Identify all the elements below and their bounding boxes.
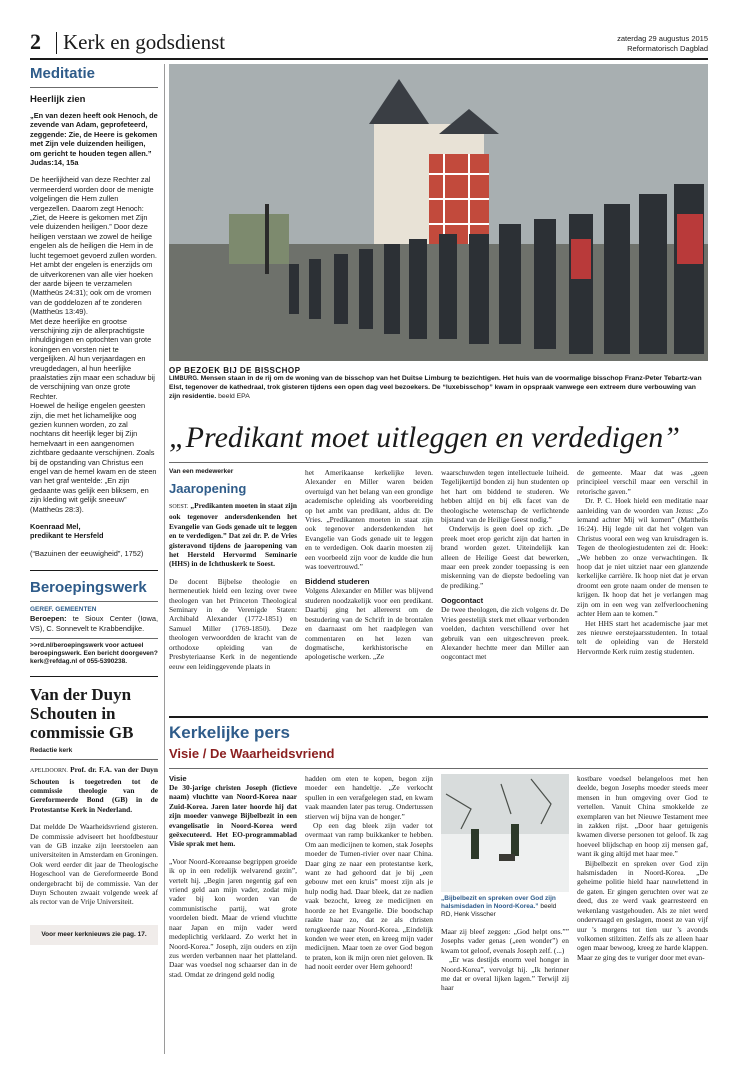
- kerkpers-c3-p2: „Er was destijds enorm veel honger in Noord-Korea”, vervolgt hij. „Ik herinner me dat er overal lijken lagen.” Terwijl zij haar: [441, 955, 569, 993]
- predikant-c3-p3: De twee theologen, die zich volgens dr. De Vries geestelijk sterk met elkaar verbonden voelden, dachten verschillend over het gebruik van een uitgeschreven preek. Alexander hechtte meer dan Miller aan oogcontact met: [441, 605, 569, 662]
- kerkpers-top-rule: [169, 716, 708, 718]
- kerkpers-label: Kerkelijke pers: [169, 723, 290, 742]
- divider: [30, 570, 158, 571]
- predikant-c3-sub: Oogcontact: [441, 596, 484, 606]
- predikant-kicker: Jaaropening: [169, 481, 247, 496]
- meditatie-title: Heerlijk zien: [30, 94, 86, 105]
- page-number: 2: [30, 29, 41, 54]
- kerkpers-c3-p1: Maar zij bleef zeggen: „God helpt ons.”” Josephs vader genas („een wonder”) en kwam tot geloof, evenals Joseph zelf. (...): [441, 927, 569, 955]
- predikant-lead: [169, 501, 297, 569]
- kerkpers-col-1: [169, 774, 297, 979]
- meditatie-body-3: Hoewel de heilige engelen geesten zijn, die met het lichamelijke oog gezien kunnen worden, zo zal nochtans dit heerlijk leger bij Zijn hemelvaart in een aangenomen zichtbare gedaante verschijnen. Zoals bij de opstanding van Christus een engel van de hemel kwam en de steen van het graf wentelde: „En zijn gedaante was gelijk een bliksem, en zijn kleding wit gelijk sneeuw” (Mattheüs 28:3).: [30, 401, 157, 514]
- header-rule: [30, 58, 708, 60]
- photo-caption: [169, 366, 708, 401]
- van-der-duyn-headline: Van der Duyn Schouten in commissie GB: [30, 685, 134, 743]
- van-der-duyn-byline: Redactie kerk: [30, 747, 73, 755]
- photo-caption-title: OP BEZOEK BIJ DE BISSCHOP: [169, 366, 301, 375]
- divider: [30, 638, 158, 639]
- divider: [30, 759, 158, 760]
- divider: [30, 601, 158, 602]
- kerkpers-c4-p1: kostbare voedsel belangeloos met hen deelde, begon Josephs moeder steeds meer mensen in hun omgeving over God te vertellen. Vanuit China smokkelde ze exemplaren van het Nieuwe Testament mee in zakken rijst. „Door haar getuigenis kwamen diverse personen tot geloof. Ik zag hoeveel blijdschap en hoop zij mensen gaf, want ik ging altijd met haar mee.”: [577, 774, 708, 859]
- kerkpers-c2-p2: Op een dag bleek zijn vader tot overmaat van ramp buikkanker te hebben. Om aan medicijnen te komen, stak Josephs moeder de Tumen-rivier over naar China. Daar ging ze naar een protestantse kerk, want ze had gehoord dat je bij „een gebouw met een kruis” moest zijn als je hulp nodig had. Daar bleek, dat ze nadien vaak bezocht, kreeg ze medicijnen en hoorde ze het Evangelie. Die boodschap raakte haar zo, dat ze als christen terugkeerde naar Noord-Korea. „Eindelijk konden we weer eten, en kreeg mijn vader medicijnen. Maar toen ze over God begon te praten, kon ik mijn oren niet geloven. Ik had nooit eerder over Hem gehoord!: [305, 821, 433, 972]
- lead-place: APELDOORN.: [30, 768, 68, 775]
- beroepingswerk-entry: [30, 614, 158, 633]
- predikant-rule: [169, 462, 708, 463]
- divider: [30, 676, 158, 677]
- kerkpers-photo: [441, 774, 569, 892]
- van-der-duyn-lead: [30, 765, 158, 814]
- meditatie-quote-ref: Judas:14, 15a: [30, 158, 79, 168]
- photo-caption-body: [169, 375, 708, 401]
- more-news-box[interactable]: [30, 925, 158, 945]
- kerkpers-c1-p1: „Voor Noord-Koreaanse begrippen groeide ik op in een redelijk welvarend gezin”, vertelt hij. „Begin jaren negentig gaf een vriend geld aan mijn vader, zodat mijn vader bij kon worden van de communistische partij, wat grote voordelen biedt. Maar de vriend vluchtte naar Japan en mijn vader werd medeplichtig verklaard. Zo werkt het in Noord-Korea.” Joseph, zijn ouders en zijn zus werden verbannen naar het platteland. Daar was voedsel nog schaarser dan in de stad. Omdat ze dringend geld nodig: [169, 856, 297, 979]
- left-sidebar: [30, 64, 158, 945]
- kerkpers-subtitle: Visie / De Waarheidsvriend: [169, 746, 335, 761]
- beroepen-text: te Sioux Center (Iowa, VS), C. Sonnevelt te Krabbendijke.: [30, 614, 158, 633]
- meditatie-body-1: De heerlijkheid van deze Rechter zal vermeerderd worden door de menigte volgelingen die Hem zullen vergezellen. Daarom zegt Henoch: „Ziet, de Heere is gekomen met Zijn vele duizenden heiligen.” Door deze heiligen verstaan we zowel de heilige engelen als de heiligen die Hem in de lucht tegemoet gevoerd zullen worden. Het ambt der engelen is enerzijds om de uitverkorenen van alle vier hoeken der aarde bijeen te verzamelen (Mattheüs 24:31); ook om de vromen van de goddelozen af te zonderen (Mattheüs 13:49).: [30, 175, 157, 317]
- meditatie-author-role: predikant te Hersfeld: [30, 531, 104, 541]
- meditatie-body-2: Met deze heerlijke en grootse verschijning zijn de allerprachtigste inhuldigingen en optochten van grote koningen en vorsten niet te vergelijken. Al hun verjaardagen en vreugdedagen, al hun heerlijke praalstaties zijn maar een schaduw bij de verschijning van onze grote Rechter.: [30, 316, 155, 401]
- border-soldiers-photo-illustration: [441, 774, 569, 892]
- predikant-byline: Van een medewerker: [169, 468, 234, 475]
- kerkpers-col-3: [441, 774, 569, 993]
- predikant-c4-p1: de gemeente. Maar dat was „geen principieel verschil maar een verschil in retorische gaven.”: [577, 468, 708, 496]
- predikant-c3-p2: Onderwijs is geen doel op zich. „De preek moet erop gericht zijn dat harten in brand worden gezet. Uiteindelijk kan alleen de Heilige Geest dat bewerken, maar een preek zonder toepassing is een miskenning van de diepste bedoeling van de prediking.”: [441, 524, 569, 590]
- section-title: Kerk en godsdienst: [63, 30, 226, 54]
- lead-text: Prof. dr. F.A. van der Duyn Schouten is toegetreden tot de commissie theologie van de Gereformeerde Bond (GB) in de Protestantse Kerk in Nederland.: [30, 765, 158, 814]
- beroepingswerk-label: Beroepingswerk: [30, 579, 147, 597]
- divider: [30, 87, 158, 88]
- predikant-lead-text: „Predikanten moeten in staat zijn ook tegenover andersdenkenden het Evangelie van Gods genade uit te leggen en te verdedigen.” Dat zei dr. P. de Vries gisteravond tijdens de jaaropening van het Hersteld Hervormd Seminarie (HHS) in de Ichthuskerk te Soest.: [169, 501, 298, 569]
- beroepen-label: Beroepen:: [30, 614, 67, 624]
- bishop-house-photo-illustration: [169, 64, 708, 361]
- kerkpers-c2-p1: hadden om eten te kopen, begon zijn moeder een handeltje. „Ze verkocht spullen in een verafgelegen stad, en kwam vaak maanden later pas terug. Ondertussen stierven wij bijna van de honger.”: [305, 774, 433, 821]
- kerkpers-photo-caption-text: „Bijbelbezit en spreken over God zijn halsmisdaden in Noord-Korea.”: [441, 895, 556, 910]
- kerkpers-c1-source: Visie: [169, 774, 187, 783]
- kerkpers-c1-lead: De 30-jarige christen Joseph (fictieve naam) vluchtte van Noord-Korea naar Zuid-Korea. Jaren later hoorde hij dat zijn moeder vanwege Bijbelbezit in een evangelisatie in Noord-Korea werd geëxecuteerd. Het EO-programmablad Visie sprak met hem.: [169, 783, 297, 849]
- predikant-col-3: [441, 468, 569, 662]
- photo-limburg: [169, 64, 708, 361]
- kerkpers-c4-p2: Bijbelbezit en spreken over God zijn halsmisdaden in Noord-Korea. „De geheime politie hield haar nauwlettend in de gaten. Er gingen geruchten over wat ze deed, dus ze werd vaak gearresteerd en wekenlang vastgehouden. Als ze niet werd ondervraagd en geslagen, moest ze van vijf uur 's morgens tot tien uur 's avonds volkomen stilzitten. Zelfs als ze alleen haar ogen maar bewoog, kreeg ze harde klappen. Maar ze ging des te vuriger door met evan-: [577, 858, 708, 962]
- predikant-lead-place: SOEST.: [169, 504, 189, 510]
- beroepingswerk-info[interactable]: >>rd.nl/beroepingswerk voor actueel beroepingswerk. Een bericht doorgeven? kerk@refdag.nl of 055-5390238.: [30, 642, 158, 666]
- photo-credit: beeld EPA: [218, 392, 250, 400]
- more-news-text: Voor meer kerknieuws zie pag. 17.: [41, 930, 147, 938]
- van-der-duyn-body: Dat meldde De Waarheidsvriend gisteren. De commissie adviseert het hoofdbestuur van de GB inzake zijn leerstoelen aan universiteiten in Amsterdam en Groningen. Ook werd eerder dit jaar de Theologische Hogeschool van de Gereformeerde Bond ondergebracht bij de commissie. Van der Duyn Schouten zwaait volgende week af als rector van de Vrije Universiteit.: [30, 822, 158, 907]
- predikant-c4-p3: Het HHS start het academische jaar met zes nieuwe eerstejaarsstudenten. In totaal telt de opleiding van de Hersteld Hervormde Kerk ruim zestig studenten.: [577, 618, 708, 656]
- predikant-c1-p1: De docent Bijbelse theologie en hermeneutiek hield een lezing over twee theologen van het Princeton Theological Seminary in de Verenigde Staten: Archibald Alexander (1772-1851) en Samuel Miller (1769-1850). Deze theologen verwoordden de kracht van de orthodoxe opleiding van de Presbyteriaanse Kerk in de negentiende eeuw een leidinggevende plaats in: [169, 576, 297, 671]
- meditatie-author: Koenraad Mel,: [30, 522, 81, 532]
- predikant-c3-p1: waarschuwden tegen intellectuele luiheid. Tegelijkertijd bonden zij hun studenten op het hart om biddend te studeren. We hebben altijd en bij elk facet van de theologische wetenschap de verlichtende bijstand van de Heilige Geest nodig.”: [441, 468, 569, 525]
- meditatie-quote: „En van dezen heeft ook Henoch, de zevende van Adam, geprofeteerd, zeggende: Zie, de Heere is gekomen met Zijn vele duizenden heiligen, om gericht te houden tegen allen.”: [30, 111, 158, 158]
- beroepingswerk-denomination: GEREF. GEMEENTEN: [30, 606, 97, 614]
- kerkpers-col-2: [305, 774, 433, 972]
- header-divider: [56, 32, 57, 54]
- predikant-col-4: [577, 468, 708, 656]
- predikant-c2-sub: Biddend studeren: [305, 577, 370, 587]
- photo-caption-text: Mensen staan in de rij om de woning van de bisschop van het Duitse Limburg te bezichtigen. Het huis van de voormalige bisschop Franz-Peter Tebartz-van Elst, tegenover de kathedraal, trok gisteren tijdens een open dag veel bezoekers. De “luxebisschop” kwam in opspraak vanwege een extreem dure verbouwing van zijn residentie.: [169, 375, 702, 400]
- predikant-c4-p2: Dr. P. C. Hoek hield een meditatie naar aanleiding van de woorden van Jezus: „Zo iemand achter Mij wil komen” (Mattheüs 16:24). Hij legde uit dat het volgen van Christus vooral een weg van kruisdragen is. Tegen de theologiestudenten zei dr. Hoek: „We hebben zo onze verwachtingen. Ik hoop dat je niet uitziet naar een glanzende kerkelijke carrière. Ik hoop niet dat je ervan droomt een grote naam onder de mensen te krijgen. Ik hoop dat het je verlangen mag zijn om in een weg van zelfverloochening achter Hem aan te komen.”: [577, 496, 708, 619]
- predikant-col-1: [169, 468, 297, 671]
- header-publication: Reformatorisch Dagblad: [627, 44, 708, 53]
- kerkpers-rule: [169, 768, 708, 769]
- kerkpers-photo-caption: [441, 895, 569, 919]
- predikant-c2-p1: het Amerikaanse kerkelijke leven. Alexander en Miller waren beiden overtuigd van het belang van een grondige academische opleiding als voorbereiding op het ambt van predikant, aldus dr. De Vries. „Predikanten moeten in staat zijn ook tegenover andersdenkenden het Evangelie van Gods genade uit te leggen en te verdedigen. Ook daarin moesten zij een voorbeeld zijn voor de kudde die hun was toevertrouwd.”: [305, 468, 433, 572]
- meditatie-source: (“Bazuinen der eeuwigheid”, 1752): [30, 548, 144, 558]
- photo-caption-place: LIMBURG.: [169, 376, 199, 382]
- kerkpers-col-4: [577, 774, 708, 962]
- meditatie-label: Meditatie: [30, 65, 96, 82]
- header-date: zaterdag 29 augustus 2015: [617, 34, 708, 43]
- kerkpers-photo-credit: beeld RD, Henk Visscher: [441, 903, 557, 918]
- column-divider: [164, 64, 165, 1054]
- predikant-col-2: [305, 468, 433, 662]
- predikant-c2-p2: Volgens Alexander en Miller was blijvend studeren noodzakelijk voor een predikant. Daarbij ging het allereerst om de bestudering van de Schrift in de brontalen en daarnaast om het raadplegen van commentaren en het lezen van dogmatische, kerkhistorische en apologetische werken. „Ze: [305, 586, 433, 662]
- predikant-headline: „Predikant moet uitleggen en verdedigen”: [169, 421, 680, 454]
